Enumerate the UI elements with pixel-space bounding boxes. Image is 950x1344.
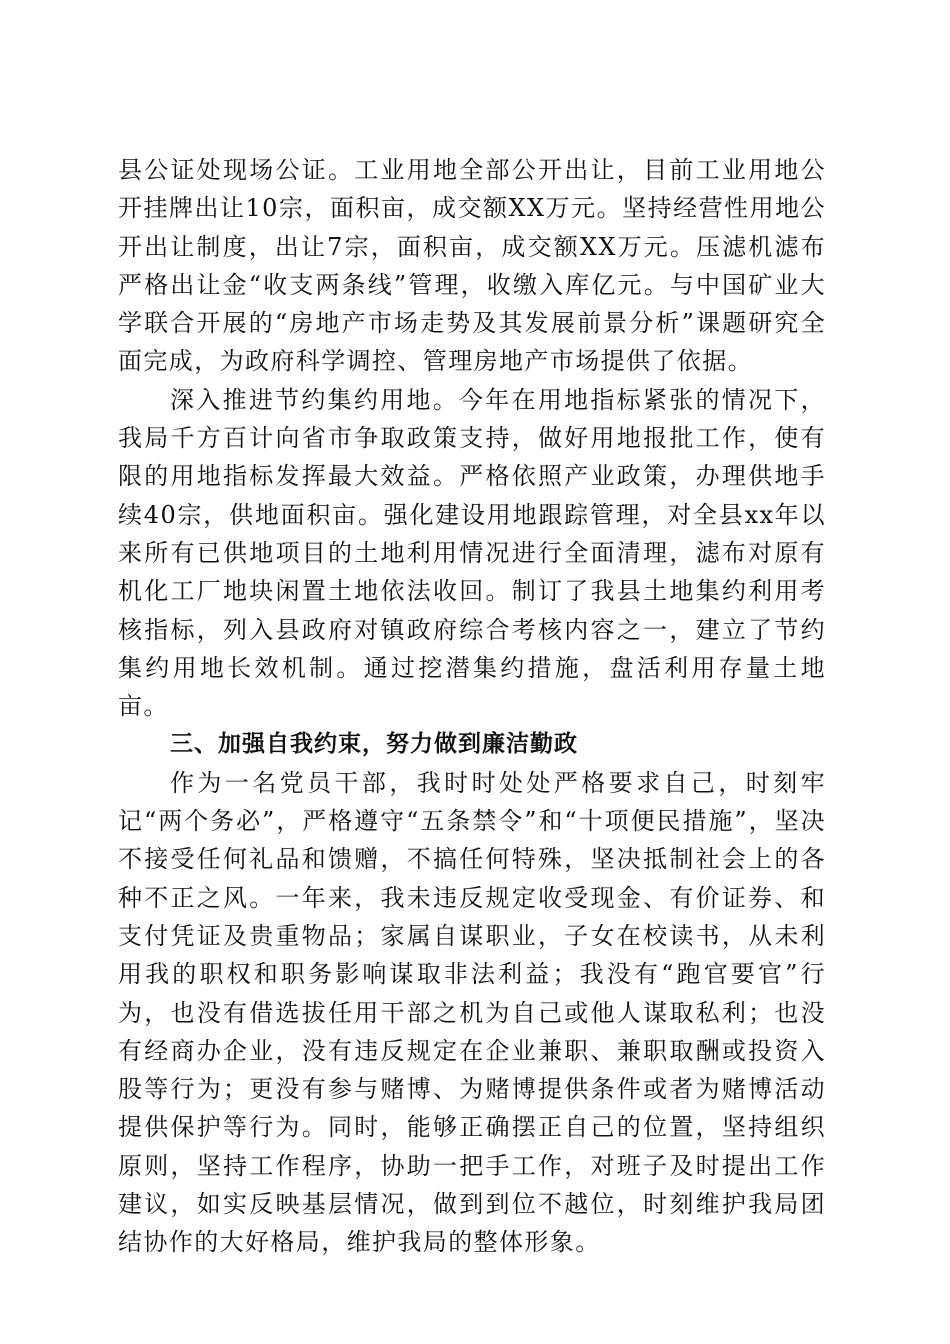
paragraph-integrity: 作为一名党员干部，我时时处处严格要求自己，时刻牢记“两个务必”，严格遵守“五条禁令”和“十项便民措施”，坚决不接受任何礼品和馈赠，不搞任何特殊，坚决抵制社会上的各种不正之风。一年来，我未违反规定收受现金、有价证券、和支付凭证及贵重物品；家属自谋职业，子女在校读书，从未利用我的职权和职务影响谋取非法利益；我没有“跑官要官”行为，也没有借选拔任用干部之机为自己或他人谋取私利；也没有经商办企业，没有违反规定在企业兼职、兼职取酬或投资入股等行为；更没有参与赌博、为赌博提供条件或者为赌博活动提供保护等行为。同时，能够正确摆正自己的位置，坚持组织原则，坚持工作程序，协助一把手工作，对班子及时提出工作建议，如实反映基层情况，做到到位不越位，时刻维护我局团结协作的大好格局，维护我局的整体形象。: [118, 768, 826, 1257]
paragraph-land-conservation: 深入推进节约集约用地。今年在用地指标紧张的情况下，我局千方百计向省市争取政策支持，做好用地报批工作，使有限的用地指标发挥最大效益。严格依照产业政策，办理供地手续40宗，供地面积亩。强化建设用地跟踪管理，对全县xx年以来所有已供地项目的土地利用情况进行全面清理，滤布对原有机化工厂地块闲置土地依法收回。制订了我县土地集约利用考核指标，列入县政府对镇政府综合考核内容之一，建立了节约集约用地长效机制。通过挖潜集约措施，盘活利用存量土地亩。: [118, 385, 826, 721]
document-body: [118, 151, 826, 1262]
paragraph-land-transfer: 县公证处现场公证。工业用地全部公开出让，目前工业用地公开挂牌出让10宗，面积亩，成交额XX万元。坚持经营性用地公开出让制度，出让7宗，面积亩，成交额XX万元。压滤机滤布严格出让金“收支两条线”管理，收缴入库亿元。与中国矿业大学联合开展的“房地产市场走势及其发展前景分析”课题研究全面完成，为政府科学调控、管理房地产市场提供了依据。: [118, 156, 826, 376]
section-heading-self-discipline: 三、加强自我约束，努力做到廉洁勤政: [170, 731, 578, 758]
